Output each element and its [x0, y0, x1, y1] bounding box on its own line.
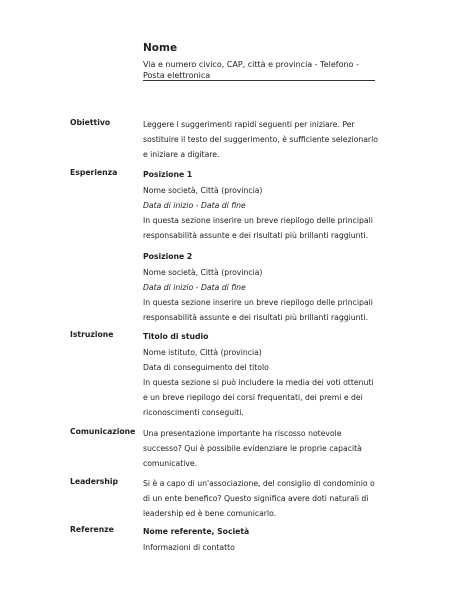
leadership-body [143, 476, 378, 521]
leadership-label: Leadership [70, 477, 118, 486]
contact-info[interactable]: Via e numero civico, CAP, città e provincia - Telefono - Posta elettronica [143, 59, 359, 80]
reference-contact[interactable]: Informazioni di contatto [143, 543, 235, 552]
institute-location[interactable]: Nome istituto, Città (provincia) [143, 348, 262, 357]
position-title[interactable]: Posizione 1 [143, 170, 193, 179]
reference-name[interactable]: Nome referente, Società [143, 527, 250, 536]
employment-dates[interactable]: Data di inizio - Data di fine [143, 201, 246, 210]
communication-label: Comunicazione [70, 427, 136, 436]
communication-body [143, 426, 378, 471]
experience-entry-2 [143, 249, 378, 325]
education-description[interactable]: In questa sezione si può includere la media dei voti ottenuti e un breve riepilogo dei corsi frequentati, dei premi e dei riconoscimenti conseguiti. [143, 378, 374, 417]
references-body [143, 524, 378, 555]
header-divider [143, 80, 375, 81]
employment-dates[interactable]: Data di inizio - Data di fine [143, 283, 246, 292]
references-label: Referenze [70, 525, 114, 534]
company-location[interactable]: Nome società, Città (provincia) [143, 186, 263, 195]
education-body [143, 329, 378, 420]
leadership-text[interactable]: Si è a capo di un'associazione, del consiglio di condominio o di un ente benefico? Questo significa avere doti naturali di leadership ed è bene comunicarlo. [143, 479, 375, 518]
resume-header [143, 42, 378, 81]
objective-text[interactable]: Leggere i suggerimenti rapidi seguenti per iniziare. Per sostituire il testo del suggerimento, è sufficiente selezionarlo e iniziare a digitare. [143, 120, 378, 159]
experience-body [143, 167, 378, 325]
objective-body [143, 117, 378, 162]
position-description[interactable]: In questa sezione inserire un breve riepilogo delle principali responsabilità assunte e dei risultati più brillanti raggiunti. [143, 216, 373, 240]
education-label: Istruzione [70, 330, 114, 339]
candidate-name[interactable]: Nome [143, 42, 178, 54]
position-title[interactable]: Posizione 2 [143, 252, 193, 261]
communication-text[interactable]: Una presentazione importante ha riscosso notevole successo? Qui è possibile evidenziare le proprie capacità comunicative. [143, 429, 362, 468]
objective-label: Obiettivo [70, 118, 111, 127]
degree-title[interactable]: Titolo di studio [143, 332, 209, 341]
company-location[interactable]: Nome società, Città (provincia) [143, 268, 263, 277]
experience-entry-1 [143, 167, 378, 243]
experience-label: Esperienza [70, 168, 118, 177]
graduation-date[interactable]: Data di conseguimento del titolo [143, 363, 269, 372]
position-description[interactable]: In questa sezione inserire un breve riepilogo delle principali responsabilità assunte e dei risultati più brillanti raggiunti. [143, 298, 373, 322]
